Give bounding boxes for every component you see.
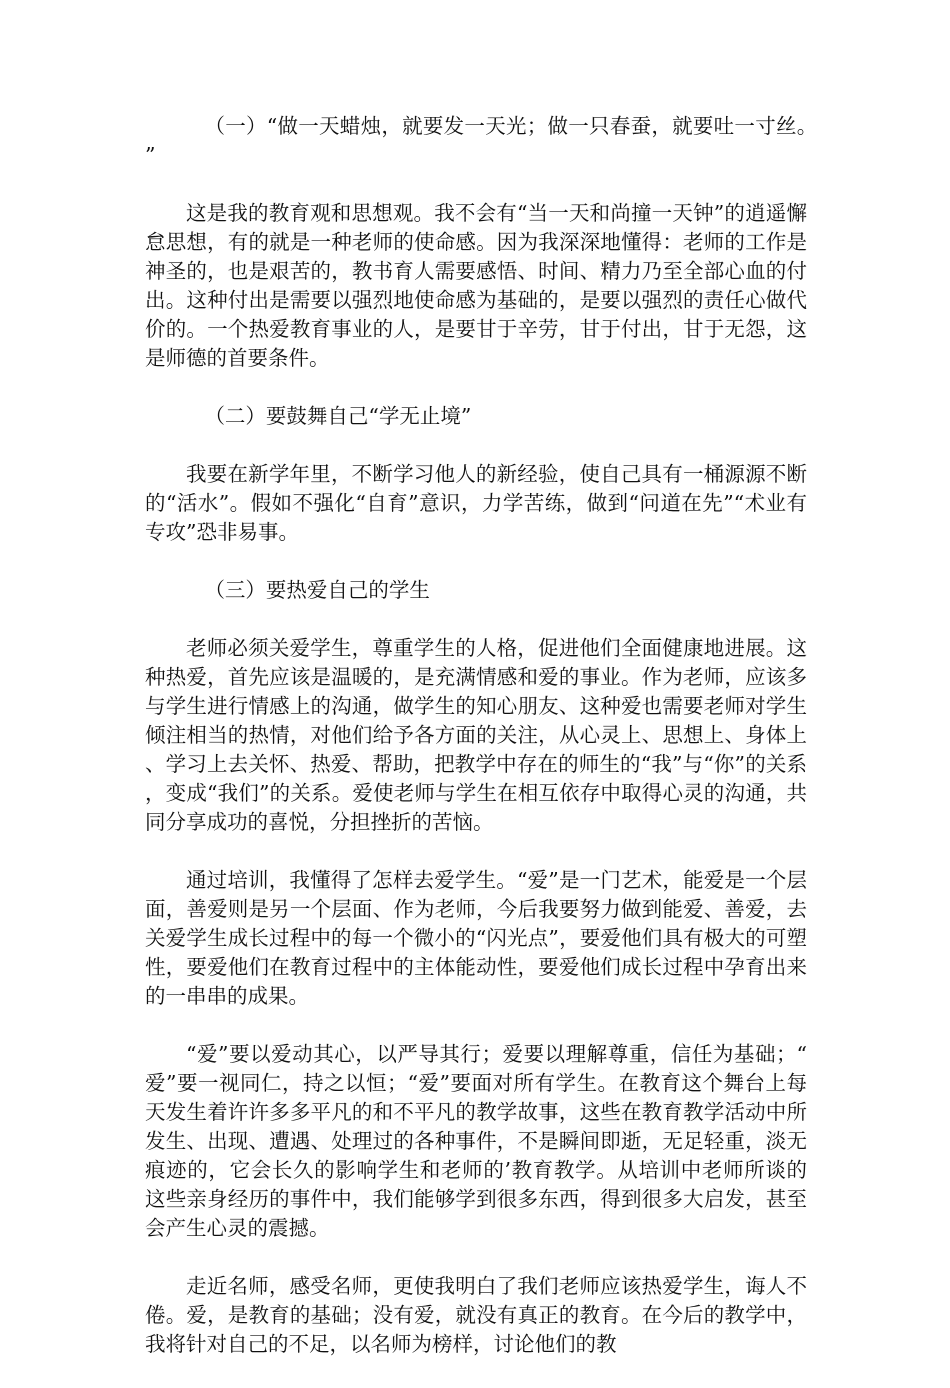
body-paragraph-4: 通过培训，我懂得了怎样去爱学生。“爱”是一门艺术，能爱是一个层面，善爱则是另一个层面、作为老师，今后我要努力做到能爱、善爱，去关爱学生成长过程中的每一个微小的“闪光点”，要爱他们具有极大的可塑性，要爱他们在教育过程中的主体能动性，要爱他们成长过程中孕育出来的一串串的成果。: [145, 868, 807, 1008]
body-paragraph-2: 我要在新学年里，不断学习他人的新经验，使自己具有一桶源源不断的“活水”。假如不强化“自育”意识，力学苦练，做到“问道在先”“术业有专攻”恐非易事。: [145, 462, 807, 544]
body-paragraph-5: “爱”要以爱动其心，以严导其行；爱要以理解尊重，信任为基础；“爱”要一视同仁，持之以恒；“爱”要面对所有学生。在教育这个舞台上每天发生着许许多多平凡的和不平凡的教学故事，这些在教育教学活动中所发生、出现、遭遇、处理过的各种事件，不是瞬间即逝，无足轻重，淡无痕迹的，它会长久的影响学生和老师的’教育教学。从培训中老师所谈的这些亲身经历的事件中，我们能够学到很多东西，得到很多大启发，甚至会产生心灵的震撼。: [145, 1042, 807, 1240]
body-paragraph-6: 走近名师，感受名师，更使我明白了我们老师应该热爱学生，诲人不倦。爱，是教育的基础；没有爱，就没有真正的教育。在今后的教学中，我将针对自己的不足，以名师为榜样，讨论他们的教: [145, 1274, 807, 1356]
body-paragraph-1: 这是我的教育观和思想观。我不会有“当一天和尚撞一天钟”的逍遥懈怠思想，有的就是一种老师的使命感。因为我深深地懂得：老师的工作是神圣的，也是艰苦的，教书育人需要感悟、时间、精力乃至全部心血的付出。这种付出是需要以强烈地使命感为基础的，是要以强烈的责任心做代价的。一个热爱教育事业的人，是要甘于辛劳，甘于付出，甘于无怨，这是师德的首要条件。: [145, 201, 807, 370]
document-body: [145, 112, 807, 1388]
section-heading-1: （一）“做一天蜡烛，就要发一天光；做一只春蚕，就要吐一寸丝。”: [145, 114, 807, 167]
section-heading-2: （二）要鼓舞自己“学无止境”: [204, 404, 472, 428]
section-heading-3: （三）要热爱自己的学生: [204, 578, 430, 602]
body-paragraph-3: 老师必须关爱学生，尊重学生的人格，促进他们全面健康地进展。这种热爱，首先应该是温暖的，是充满情感和爱的事业。作为老师，应该多与学生进行情感上的沟通，做学生的知心朋友、这种爱也需要老师对学生倾注相当的热情，对他们给予各方面的关注，从心灵上、思想上、身体上、学习上去关怀、热爱、帮助，把教学中存在的师生的“我”与“你”的关系，变成“我们”的关系。爱使老师与学生在相互依存中取得心灵的沟通，共同分享成功的喜悦，分担挫折的苦恼。: [145, 636, 807, 834]
